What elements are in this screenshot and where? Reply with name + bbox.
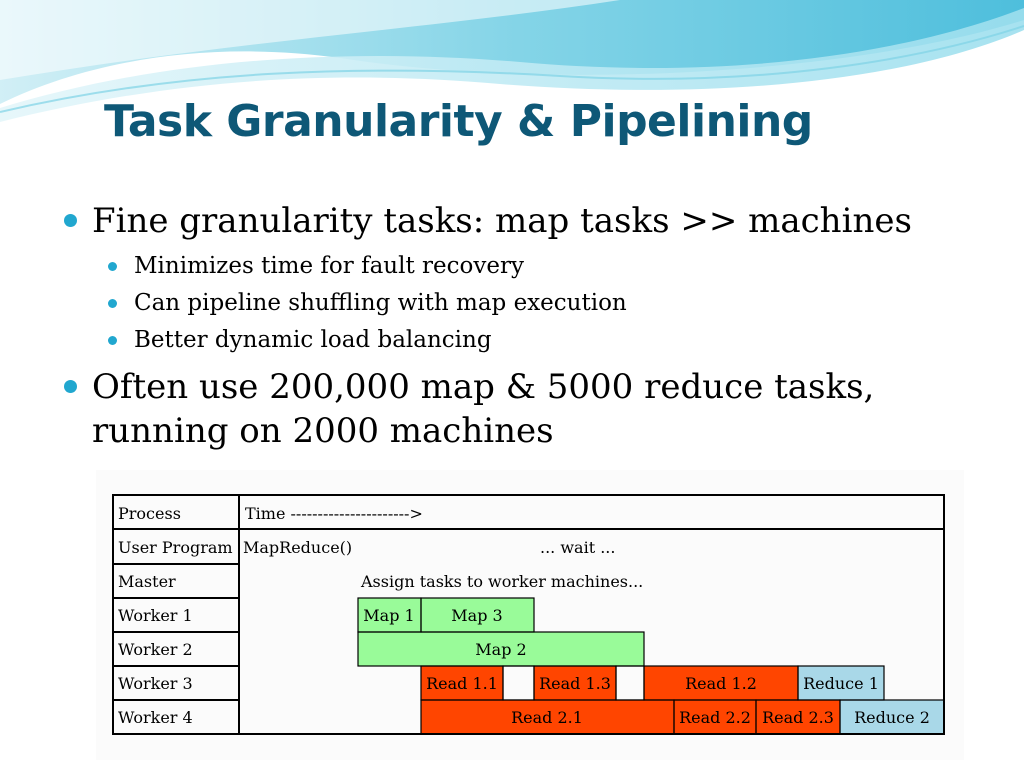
label-read-1-1: Read 1.1 <box>426 674 498 693</box>
sub-bullet-dot-1 <box>108 262 117 271</box>
bullet-fine-granularity: Fine granularity tasks: map tasks >> machines <box>92 201 912 241</box>
sub-bullet-load-balancing: Better dynamic load balancing <box>134 327 492 353</box>
row-label-master: Master <box>118 572 176 591</box>
bullet-often-use-line-2: running on 2000 machines <box>92 411 554 451</box>
label-reduce-2: Reduce 2 <box>854 708 930 727</box>
label-reduce-1: Reduce 1 <box>803 674 879 693</box>
header-time: Time ----------------------> <box>245 504 423 523</box>
slide-title: Task Granularity & Pipelining <box>104 96 813 147</box>
text-mapreduce-call: MapReduce() <box>243 538 353 557</box>
mapreduce-timeline-diagram <box>96 470 964 760</box>
label-read-2-2: Read 2.2 <box>679 708 751 727</box>
bullet-often-use-line-1: Often use 200,000 map & 5000 reduce tasks, <box>92 367 875 407</box>
row-label-worker-3: Worker 3 <box>118 674 193 693</box>
sub-bullet-pipeline-shuffling: Can pipeline shuffling with map execution <box>134 290 627 316</box>
sub-bullet-fault-recovery: Minimizes time for fault recovery <box>134 253 524 279</box>
header-process: Process <box>118 504 181 523</box>
label-map-3: Map 3 <box>451 606 503 625</box>
row-label-user-program: User Program <box>118 538 233 557</box>
row-label-worker-4: Worker 4 <box>118 708 193 727</box>
sub-bullet-dot-2 <box>108 299 117 308</box>
text-assign-tasks: Assign tasks to worker machines... <box>361 572 644 591</box>
row-label-worker-2: Worker 2 <box>118 640 193 659</box>
row-label-worker-1: Worker 1 <box>118 606 193 625</box>
label-map-2: Map 2 <box>475 640 527 659</box>
bullet-dot-1 <box>64 214 77 227</box>
text-wait: ... wait ... <box>540 538 616 557</box>
sub-bullet-dot-3 <box>108 336 117 345</box>
label-read-2-3: Read 2.3 <box>762 708 834 727</box>
label-read-1-2: Read 1.2 <box>685 674 757 693</box>
bullet-dot-2 <box>64 380 77 393</box>
label-map-1: Map 1 <box>363 606 415 625</box>
label-read-2-1: Read 2.1 <box>511 708 583 727</box>
label-read-1-3: Read 1.3 <box>539 674 611 693</box>
